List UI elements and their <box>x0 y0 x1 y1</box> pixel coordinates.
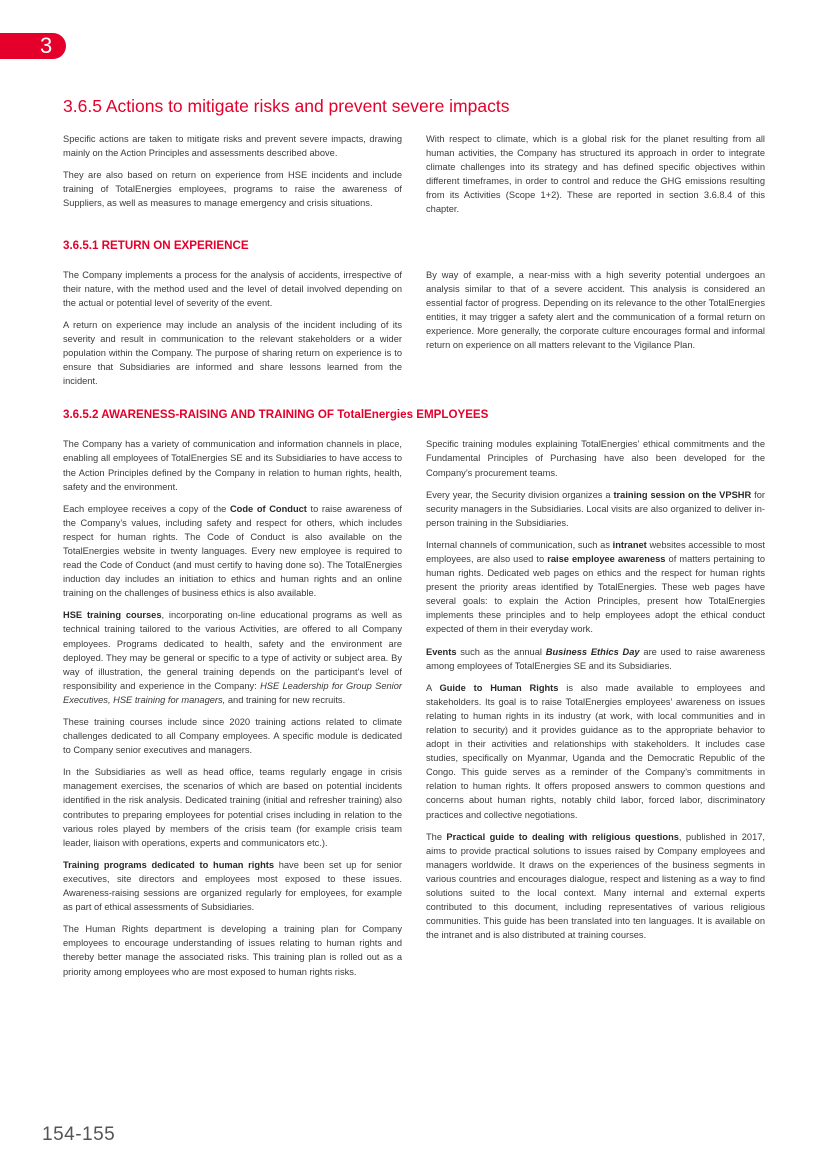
paragraph: A Guide to Human Rights is also made available to employees and stakeholders. Its goal is to raise TotalEnergies employees’ awareness on issues relating to human rights in its industry (at work, with local communities and in relation to security) and it provides guidance as to the appropriate behavior to adopt in their activities and relationships with stakeholders. It includes case studies, specifically on Myanmar, Uganda and the Democratic Republic of the Congo. This guide serves as a reminder of the Company’s commitments in relation to human rights. It offers proposed answers to common questions and concerns about human rights, notably child labor, forced labor, discriminatory practices and collective negotiations. <box>426 682 766 820</box>
intro-right-column <box>426 132 765 225</box>
paragraph: These training courses include since 2020 training actions related to climate challenges dedicated to all Company employees. A specific module is dedicated to Company senior executives and managers. <box>63 717 402 756</box>
paragraph: In the Subsidiaries as well as head office, teams regularly engage in crisis management exercises, the scenarios of which are based on potential incidents identified in the risk analysis. Dedicated training (initial and refresher training) also contributes to preparing employees for potential crises including in relation to the various roles played by members of the crisis team (for example crisis team leader, liaison with operations, experts and communicators etc.). <box>63 767 402 848</box>
vpshr-training-term: training session on the VPSHR <box>613 489 752 500</box>
business-ethics-day-term: Business Ethics Day <box>545 646 640 657</box>
paragraph: By way of example, a near-miss with a high severity potential undergoes an analysis similar to that of a severe accident. This analysis is considered an essential factor of progress. Depending on its relevance to the other TotalEnergies entities, it may trigger a safety alert and the communication of a formal return on experience. More generally, the corporate culture encourages formal and informal return on experience on all matters relevant to the Vigilance Plan. <box>426 269 765 351</box>
paragraph: Specific actions are taken to mitigate risks and prevent severe impacts, drawing mainly on the Action Principles and assessments described above. <box>63 134 402 159</box>
hse-training-term: HSE training courses <box>63 610 162 621</box>
guide-human-rights-term: Guide to Human Rights <box>439 682 559 693</box>
paragraph: The Company implements a process for the analysis of accidents, irrespective of their nature, with the method used and the level of detail involved depending on the actual or potential level of severity of the event. <box>63 269 402 308</box>
paragraph: The Company has a variety of communication and information channels in place, enabling all employees of TotalEnergies SE and its Subsidiaries to have access to the Action Principles defined by the Company in relation to human rights, health, safety and the environment. <box>63 439 402 492</box>
subsection-title-return-on-experience: 3.6.5.1 RETURN ON EXPERIENCE <box>63 238 249 252</box>
intro-columns <box>63 132 765 225</box>
code-of-conduct-term: Code of Conduct <box>229 503 307 514</box>
raise-awareness-term: raise employee awareness <box>547 553 666 564</box>
paragraph: Training programs dedicated to human rights have been set up for senior executives, site directors and employees most exposed to these issues. Awareness-raising sessions are organized regularly for employees, for example as part of ethical assessments of Subsidiaries. <box>63 859 402 913</box>
paragraph: The Human Rights department is developing a training plan for Company employees to encourage understanding of issues relating to human rights and thereby better manage the associated risks. This training plan is rolled out as a priority among employees who are most exposed to human rights risks. <box>63 924 402 977</box>
page-number: 154-155 <box>42 1124 116 1145</box>
religious-guide-term: Practical guide to dealing with religious questions <box>446 831 679 842</box>
chapter-tab <box>0 33 66 59</box>
paragraph: They are also based on return on experience from HSE incidents and include training of TotalEnergies employees, programs to raise the awareness of Suppliers, as well as measures to manage emergency and crisis situations. <box>63 170 402 209</box>
awareness-right-column <box>426 437 765 986</box>
roe-left-column <box>63 268 402 397</box>
page-content <box>63 96 765 987</box>
roe-right-column <box>426 268 765 397</box>
human-rights-training-term: Training programs dedicated to human rights <box>63 859 275 870</box>
paragraph: A return on experience may include an analysis of the incident including of its severity and result in communication to the relevant stakeholders or a wider population within the Company. The purpose of sharing return on experience is to ensure that Subsidiaries are informed and share lessons learned from the incident. <box>63 319 402 387</box>
awareness-left-column <box>63 437 402 986</box>
section-title: 3.6.5 Actions to mitigate risks and prevent severe impacts <box>63 96 510 116</box>
paragraph: Internal channels of communication, such as intranet websites accessible to most employees, are also used to raise employee awareness of matters pertaining to human rights. Dedicated web pages on ethics and the respect for human rights present the priority areas identified by TotalEnergies. These web pages have several goals: to explain the Action Principles, present how TotalEnergies implements these principles and to help employees adopt the ethical conduct expected of them in their everyday work. <box>426 539 765 635</box>
awareness-training-columns <box>63 437 765 986</box>
paragraph: The Practical guide to dealing with religious questions, published in 2017, aims to provide practical solutions to issues raised by Company employees and managers worldwide. It draws on the experiences of the business segments in various countries and encourages dialogue, respect and listening as a way to find solutions suited to the local context. Many internal and external experts contributed to this document, including representatives of various religious communities. This guide has been translated into ten languages. It is available on the intranet and is also distributed at training courses. <box>426 831 765 941</box>
chapter-number: 3 <box>40 33 53 58</box>
events-term: Events <box>426 646 457 657</box>
paragraph: HSE training courses, incorporating on-line educational programs as well as technical training tailored to the various Activities, are offered to all Company employees. Programs dedicated to health, safety and the environment are deployed. They may be general or specific to a type of activity or subject area. By way of illustration, the general training depends on the participant’s level of responsibility and experience in the Company: HSE Leadership for Group Senior Executives, HSE training for managers, and training for new recruits. <box>63 610 403 705</box>
subsection-title-awareness-training: 3.6.5.2 AWARENESS-RAISING AND TRAINING OF TotalEnergies EMPLOYEES <box>63 408 489 422</box>
paragraph: Each employee receives a copy of the Code of Conduct to raise awareness of the Company’s values, including safety and respect for others, which includes respect for human rights. The Code of Conduct is also available on the TotalEnergies website in twenty languages. Every new employee is required to read the Code of Conduct (and must certify to having done so). The TotalEnergies induction day includes an initiation to ethics and human rights and an online training on the challenges of business ethics is also available. <box>63 503 402 599</box>
paragraph: Every year, the Security division organizes a training session on the VPSHR for security managers in the Subsidiaries. Local visits are also organized to deliver in-person training in the Subsidiaries. <box>426 489 765 528</box>
paragraph: With respect to climate, which is a global risk for the planet resulting from all human activities, the Company has structured its approach in order to integrate climate challenges into its strategy and has defined specific objectives within different timeframes, in order to control and reduce the GHG emissions resulting from its Activities (Scope 1+2). These are reported in section 3.6.8.4 of this chapter. <box>426 134 765 215</box>
intro-left-column <box>63 132 402 225</box>
paragraph: Events such as the annual Business Ethics Day are used to raise awareness among employees of TotalEnergies SE and its Subsidiaries. <box>426 646 765 671</box>
intranet-term: intranet <box>612 539 647 550</box>
return-on-experience-columns <box>63 268 765 397</box>
paragraph: Specific training modules explaining TotalEnergies’ ethical commitments and the Fundamental Principles of Purchasing have also been developed for the Company’s procurement teams. <box>426 439 765 478</box>
